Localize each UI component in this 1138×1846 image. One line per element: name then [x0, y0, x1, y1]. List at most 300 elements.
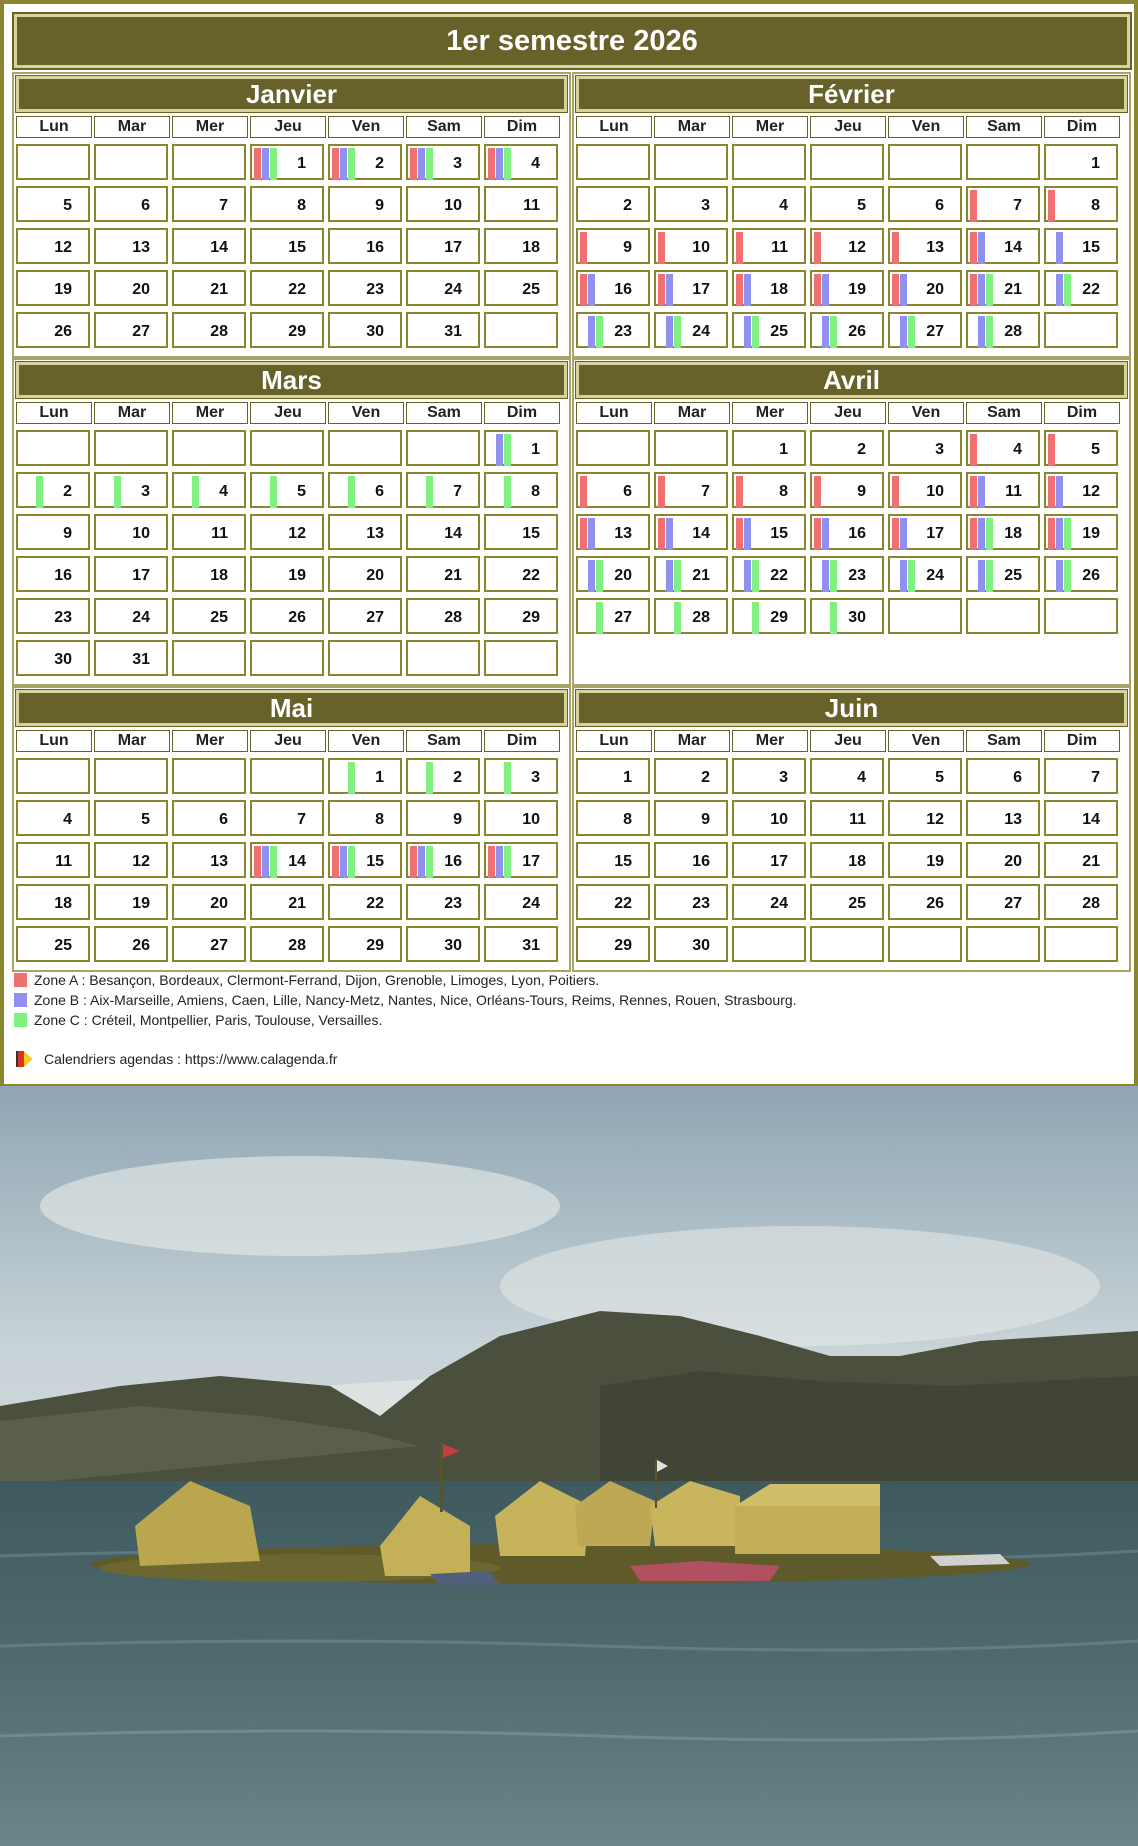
day-number: 23	[614, 323, 632, 340]
day-number: 2	[453, 769, 462, 786]
day-number: 15	[522, 525, 540, 542]
day-cell	[810, 312, 884, 348]
vacation-zone-c-marker	[830, 560, 837, 592]
weekday-label: Lun	[576, 116, 652, 138]
day-cell	[966, 758, 1040, 794]
vacation-zone-c-marker	[752, 602, 759, 634]
vacation-zone-b-marker	[588, 518, 595, 550]
day-cell	[172, 884, 246, 920]
empty-day-cell	[172, 144, 246, 180]
day-cell	[810, 228, 884, 264]
day-number: 24	[926, 567, 944, 584]
vacation-zone-a-marker	[1048, 434, 1055, 466]
weekday-header	[574, 402, 1129, 424]
day-number: 7	[1091, 769, 1100, 786]
day-cell	[654, 926, 728, 962]
day-number: 5	[63, 197, 72, 214]
vacation-zone-b-marker	[978, 560, 985, 592]
day-number: 25	[1004, 567, 1022, 584]
day-cell	[966, 514, 1040, 550]
day-cell	[250, 514, 324, 550]
day-number: 1	[375, 769, 384, 786]
day-number: 4	[779, 197, 788, 214]
day-cell	[576, 842, 650, 878]
vacation-zone-b-marker	[744, 560, 751, 592]
day-number: 26	[926, 895, 944, 912]
day-cell	[732, 842, 806, 878]
day-number: 18	[1004, 525, 1022, 542]
empty-day-cell	[888, 144, 962, 180]
day-cell	[654, 514, 728, 550]
day-cell	[732, 800, 806, 836]
empty-day-cell	[810, 926, 884, 962]
day-number: 4	[219, 483, 228, 500]
vacation-zone-c-marker	[1064, 274, 1071, 306]
day-cell	[250, 800, 324, 836]
weekday-label: Sam	[966, 402, 1042, 424]
weekday-label: Sam	[406, 402, 482, 424]
day-cell	[328, 926, 402, 962]
weekday-label: Ven	[888, 730, 964, 752]
vacation-zone-c-marker	[192, 476, 199, 508]
day-number: 18	[848, 853, 866, 870]
vacation-zone-c-marker	[674, 316, 681, 348]
weekday-label: Ven	[328, 730, 404, 752]
weekday-label: Sam	[966, 730, 1042, 752]
vacation-zone-c-marker	[270, 476, 277, 508]
day-number: 8	[1091, 197, 1100, 214]
vacation-zone-c-marker	[908, 316, 915, 348]
day-number: 13	[926, 239, 944, 256]
day-number: 4	[1013, 441, 1022, 458]
day-cell	[576, 270, 650, 306]
weekday-header	[14, 116, 569, 138]
vacation-zone-a-marker	[658, 476, 665, 508]
day-number: 12	[926, 811, 944, 828]
vacation-zone-a-marker	[736, 232, 743, 264]
vacation-zone-b-marker	[588, 560, 595, 592]
day-number: 31	[522, 937, 540, 954]
day-cell	[16, 556, 90, 592]
day-number: 28	[444, 609, 462, 626]
month-title: Janvier	[16, 76, 567, 112]
day-number: 8	[297, 197, 306, 214]
day-cell	[250, 842, 324, 878]
day-cell	[484, 270, 558, 306]
day-number: 3	[701, 197, 710, 214]
day-number: 16	[366, 239, 384, 256]
day-cell	[966, 472, 1040, 508]
day-cell	[732, 228, 806, 264]
day-number: 22	[288, 281, 306, 298]
day-cell	[94, 640, 168, 676]
empty-day-cell	[250, 430, 324, 466]
vacation-zone-b-marker	[340, 148, 347, 180]
day-cell	[732, 884, 806, 920]
weekday-label: Dim	[1044, 402, 1120, 424]
vacation-zone-b-marker	[666, 560, 673, 592]
vacation-zone-a-marker	[892, 274, 899, 306]
day-number: 14	[444, 525, 462, 542]
day-cell	[406, 800, 480, 836]
day-cell	[94, 228, 168, 264]
day-cell	[250, 144, 324, 180]
day-cell	[810, 186, 884, 222]
weekday-label: Jeu	[250, 116, 326, 138]
day-cell	[966, 842, 1040, 878]
day-cell	[250, 472, 324, 508]
day-cell	[1044, 430, 1118, 466]
day-cell	[810, 842, 884, 878]
credit-link[interactable]	[14, 1047, 337, 1071]
day-number: 18	[522, 239, 540, 256]
day-number: 20	[132, 281, 150, 298]
vacation-zone-c-marker	[830, 316, 837, 348]
day-cell	[250, 926, 324, 962]
day-number: 30	[692, 937, 710, 954]
legend-zone-a-text: Zone A : Besançon, Bordeaux, Clermont-Ferrand, Dijon, Grenoble, Limoges, Lyon, Poitiers.	[34, 972, 600, 988]
day-number: 15	[366, 853, 384, 870]
day-cell	[732, 472, 806, 508]
vacation-zone-c-marker	[426, 762, 433, 794]
day-number: 19	[848, 281, 866, 298]
vacation-zone-c-marker	[986, 274, 993, 306]
empty-day-cell	[94, 144, 168, 180]
day-cell	[94, 884, 168, 920]
day-cell	[810, 472, 884, 508]
month-5	[572, 686, 1131, 972]
vacation-zone-a-marker	[970, 476, 977, 508]
vacation-zone-c-marker	[596, 602, 603, 634]
weekday-label: Mer	[172, 116, 248, 138]
weekday-label: Lun	[16, 730, 92, 752]
vacation-zone-c-marker	[36, 476, 43, 508]
weekday-label: Mer	[172, 730, 248, 752]
day-number: 22	[614, 895, 632, 912]
month-title: Mai	[16, 690, 567, 726]
day-number: 1	[779, 441, 788, 458]
day-number: 11	[523, 197, 540, 214]
zone-c-swatch	[14, 1013, 27, 1027]
empty-day-cell	[654, 430, 728, 466]
weekday-label: Ven	[888, 402, 964, 424]
day-number: 20	[614, 567, 632, 584]
day-number: 31	[132, 651, 150, 668]
day-cell	[328, 228, 402, 264]
vacation-zone-b-marker	[822, 316, 829, 348]
vacation-zone-a-marker	[892, 476, 899, 508]
vacation-zone-a-marker	[970, 274, 977, 306]
day-number: 10	[132, 525, 150, 542]
day-number: 6	[935, 197, 944, 214]
weekday-header	[14, 402, 569, 424]
day-cell	[966, 430, 1040, 466]
day-number: 1	[297, 155, 306, 172]
vacation-zone-c-marker	[114, 476, 121, 508]
day-number: 22	[366, 895, 384, 912]
day-cell	[406, 312, 480, 348]
zone-b-swatch	[14, 993, 27, 1007]
day-cell	[328, 884, 402, 920]
day-number: 7	[219, 197, 228, 214]
vacation-zone-a-marker	[580, 476, 587, 508]
vacation-zone-c-marker	[504, 846, 511, 878]
day-cell	[654, 598, 728, 634]
day-cell	[172, 186, 246, 222]
day-cell	[810, 758, 884, 794]
day-cell	[1044, 758, 1118, 794]
day-number: 9	[623, 239, 632, 256]
day-number: 27	[1004, 895, 1022, 912]
day-number: 6	[1013, 769, 1022, 786]
day-number: 6	[623, 483, 632, 500]
vacation-zone-c-marker	[1064, 518, 1071, 550]
day-cell	[888, 312, 962, 348]
weekday-header	[574, 116, 1129, 138]
day-number: 10	[770, 811, 788, 828]
day-cell	[654, 228, 728, 264]
day-cell	[732, 598, 806, 634]
weekday-label: Dim	[1044, 730, 1120, 752]
day-number: 25	[848, 895, 866, 912]
empty-day-cell	[1044, 312, 1118, 348]
vacation-zone-b-marker	[496, 846, 503, 878]
day-cell	[484, 926, 558, 962]
day-number: 24	[132, 609, 150, 626]
day-cell	[576, 758, 650, 794]
vacation-zone-a-marker	[736, 518, 743, 550]
day-cell	[732, 514, 806, 550]
day-cell	[732, 186, 806, 222]
vacation-zone-b-marker	[978, 518, 985, 550]
weekday-label: Mer	[172, 402, 248, 424]
day-number: 15	[614, 853, 632, 870]
day-number: 5	[1091, 441, 1100, 458]
day-cell	[732, 556, 806, 592]
day-number: 11	[55, 853, 72, 870]
day-number: 18	[210, 567, 228, 584]
day-cell	[576, 884, 650, 920]
empty-day-cell	[328, 430, 402, 466]
day-cell	[250, 598, 324, 634]
day-cell	[732, 270, 806, 306]
weekday-label: Ven	[888, 116, 964, 138]
vacation-zone-b-marker	[418, 846, 425, 878]
weekday-label: Jeu	[810, 402, 886, 424]
day-number: 15	[1082, 239, 1100, 256]
day-number: 14	[692, 525, 710, 542]
day-number: 2	[375, 155, 384, 172]
day-number: 4	[857, 769, 866, 786]
day-number: 30	[366, 323, 384, 340]
vacation-zone-b-marker	[262, 148, 269, 180]
day-cell	[250, 228, 324, 264]
day-number: 9	[701, 811, 710, 828]
day-cell	[484, 800, 558, 836]
day-number: 20	[926, 281, 944, 298]
day-cell	[250, 186, 324, 222]
day-number: 8	[375, 811, 384, 828]
vacation-zone-a-marker	[1048, 476, 1055, 508]
day-number: 2	[857, 441, 866, 458]
day-cell	[576, 228, 650, 264]
vacation-zone-a-marker	[332, 148, 339, 180]
day-cell	[966, 186, 1040, 222]
day-number: 17	[692, 281, 710, 298]
day-number: 29	[366, 937, 384, 954]
day-number: 30	[848, 609, 866, 626]
empty-day-cell	[810, 144, 884, 180]
legend-zone-a	[14, 970, 1114, 990]
day-number: 28	[1004, 323, 1022, 340]
day-number: 14	[1082, 811, 1100, 828]
weekday-label: Dim	[484, 730, 560, 752]
day-number: 5	[857, 197, 866, 214]
zone-a-swatch	[14, 973, 27, 987]
vacation-zone-a-marker	[892, 518, 899, 550]
day-cell	[888, 270, 962, 306]
vacation-zone-c-marker	[752, 560, 759, 592]
day-cell	[576, 598, 650, 634]
weekday-label: Mer	[732, 730, 808, 752]
day-cell	[250, 556, 324, 592]
empty-day-cell	[406, 640, 480, 676]
vacation-zone-a-marker	[814, 476, 821, 508]
vacation-zone-b-marker	[1056, 232, 1063, 264]
day-cell	[328, 514, 402, 550]
day-number: 9	[453, 811, 462, 828]
day-number: 29	[770, 609, 788, 626]
empty-day-cell	[888, 926, 962, 962]
weekday-label: Mar	[94, 116, 170, 138]
vacation-zone-a-marker	[736, 274, 743, 306]
day-number: 1	[531, 441, 540, 458]
day-cell	[94, 842, 168, 878]
vacation-zone-b-marker	[496, 148, 503, 180]
day-cell	[406, 556, 480, 592]
vacation-zone-a-marker	[254, 148, 261, 180]
vacation-zone-c-marker	[348, 476, 355, 508]
weekday-label: Lun	[16, 402, 92, 424]
day-cell	[328, 800, 402, 836]
day-cell	[16, 514, 90, 550]
day-cell	[328, 186, 402, 222]
day-cell	[654, 884, 728, 920]
day-number: 3	[779, 769, 788, 786]
day-cell	[810, 598, 884, 634]
day-number: 14	[1004, 239, 1022, 256]
day-cell	[94, 270, 168, 306]
vacation-zone-a-marker	[410, 846, 417, 878]
day-number: 12	[288, 525, 306, 542]
day-cell	[654, 472, 728, 508]
vacation-zone-c-marker	[986, 518, 993, 550]
day-cell	[576, 556, 650, 592]
day-number: 13	[1004, 811, 1022, 828]
day-cell	[484, 842, 558, 878]
day-cell	[172, 556, 246, 592]
day-cell	[576, 514, 650, 550]
day-cell	[888, 800, 962, 836]
vacation-zone-b-marker	[418, 148, 425, 180]
day-cell	[654, 758, 728, 794]
day-number: 31	[444, 323, 462, 340]
empty-day-cell	[484, 312, 558, 348]
month-title: Avril	[576, 362, 1127, 398]
day-cell	[406, 514, 480, 550]
vacation-zone-b-marker	[978, 476, 985, 508]
day-number: 17	[770, 853, 788, 870]
day-cell	[328, 312, 402, 348]
day-cell	[732, 430, 806, 466]
day-cell	[172, 842, 246, 878]
vacation-zone-c-marker	[752, 316, 759, 348]
day-number: 2	[701, 769, 710, 786]
day-cell	[654, 270, 728, 306]
empty-day-cell	[172, 430, 246, 466]
legend	[14, 970, 1114, 1030]
day-cell	[966, 228, 1040, 264]
vacation-zone-a-marker	[488, 846, 495, 878]
month-title: Mars	[16, 362, 567, 398]
weekday-label: Mar	[654, 402, 730, 424]
day-cell	[406, 758, 480, 794]
day-cell	[966, 312, 1040, 348]
day-number: 25	[770, 323, 788, 340]
day-cell	[484, 144, 558, 180]
vacation-zone-a-marker	[970, 190, 977, 222]
vacation-zone-c-marker	[674, 560, 681, 592]
day-number: 11	[849, 811, 866, 828]
day-cell	[484, 514, 558, 550]
day-cell	[172, 800, 246, 836]
day-number: 29	[614, 937, 632, 954]
day-cell	[1044, 514, 1118, 550]
day-cell	[484, 186, 558, 222]
day-cell	[94, 926, 168, 962]
day-number: 12	[132, 853, 150, 870]
day-number: 8	[623, 811, 632, 828]
weekday-label: Jeu	[250, 402, 326, 424]
day-number: 15	[288, 239, 306, 256]
empty-day-cell	[16, 430, 90, 466]
day-cell	[484, 758, 558, 794]
vacation-zone-a-marker	[658, 232, 665, 264]
vacation-zone-c-marker	[504, 762, 511, 794]
weekday-label: Lun	[16, 116, 92, 138]
day-number: 26	[54, 323, 72, 340]
day-number: 19	[926, 853, 944, 870]
day-cell	[94, 472, 168, 508]
vacation-zone-c-marker	[986, 316, 993, 348]
day-number: 20	[366, 567, 384, 584]
vacation-zone-b-marker	[744, 274, 751, 306]
day-number: 17	[522, 853, 540, 870]
day-number: 16	[614, 281, 632, 298]
legend-zone-c	[14, 1010, 1114, 1030]
vacation-zone-a-marker	[892, 232, 899, 264]
day-cell	[406, 270, 480, 306]
day-cell	[94, 312, 168, 348]
lake-islands-photo	[0, 1086, 1138, 1846]
vacation-zone-c-marker	[830, 602, 837, 634]
day-number: 28	[1082, 895, 1100, 912]
day-cell	[1044, 228, 1118, 264]
vacation-zone-b-marker	[822, 518, 829, 550]
day-number: 3	[141, 483, 150, 500]
month-1	[572, 72, 1131, 358]
day-number: 11	[1005, 483, 1022, 500]
